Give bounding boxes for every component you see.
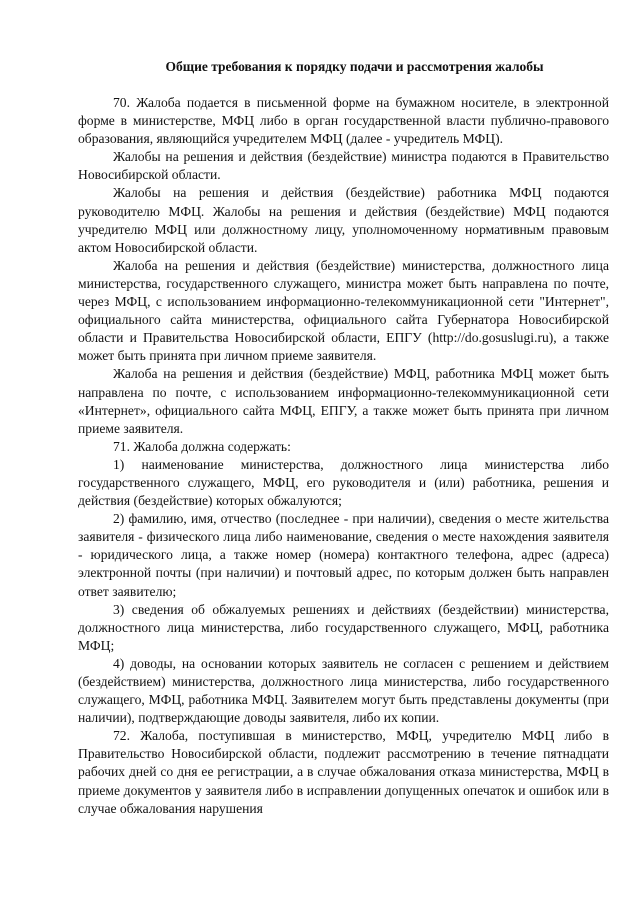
- list-item-3: 3) сведения об обжалуемых решениях и действиях (бездействии) министерства, должностного лица министерства, либо государственного служащего, МФЦ, работника МФЦ;: [78, 601, 609, 653]
- list-item-2: 2) фамилию, имя, отчество (последнее - при наличии), сведения о месте жительства заявителя - физического лица либо наименование, сведения о месте нахождения заявителя - юридического лица, а также номер (номера) контактного телефона, адрес (адреса) электронной почты (при наличии) и почтовый адрес, по которым должен быть направлен ответ заявителю;: [78, 511, 609, 599]
- paragraph-ministry-complaint-channels: Жалоба на решения и действия (бездействие) министерства, должностного лица министерства, государственного служащего, министра может быть направлена по почте, через МФЦ, с использованием информационно-телекоммуникационной сети "Интернет", официального сайта министерства, официального сайта Губернатора Новосибирской области и Правительства Новосибирской области, ЕПГУ (http://do.gosuslugi.ru), а также может быть принята при личном приеме заявителя.: [78, 257, 609, 364]
- paragraph-72: 72. Жалоба, поступившая в министерство, МФЦ, учредителю МФЦ либо в Правительство Новосибирской области, подлежит рассмотрению в течение пятнадцати рабочих дней со дня ее регистрации, а в случае обжалования отказа министерства, МФЦ в приеме документов у заявителя либо в исправлении допущенных опечаток и ошибок или в случае обжалования нарушения: [78, 728, 609, 816]
- paragraph-mfc-complaint-channels: Жалоба на решения и действия (бездействие) МФЦ, работника МФЦ может быть направлена по почте, с использованием информационно-телекоммуникационной сети «Интернет», официального сайта МФЦ, ЕПГУ, а также может быть принята при личном приеме заявителя.: [78, 366, 609, 436]
- paragraph-minister-complaints: Жалобы на решения и действия (бездействие) министра подаются в Правительство Новосибирской области.: [78, 149, 609, 183]
- document-page: [78, 58, 609, 818]
- list-item-4: 4) доводы, на основании которых заявитель не согласен с решением и действием (бездействием) министерства, должностного лица министерства, либо государственного служащего, МФЦ, работника МФЦ. Заявителем могут быть представлены документы (при наличии), подтверждающие доводы заявителя, либо их копии.: [78, 655, 609, 726]
- paragraph-70: 70. Жалоба подается в письменной форме на бумажном носителе, в электронной форме в министерстве, МФЦ либо в орган государственной власти публично-правового образования, являющийся учредителем МФЦ (далее - учредитель МФЦ).: [78, 95, 609, 147]
- paragraph-mfc-employee-complaints: Жалобы на решения и действия (бездействие) работника МФЦ подаются руководителю МФЦ. Жалобы на решения и действия (бездействие) МФЦ подаются учредителю МФЦ или должностному лицу, уполномоченному нормативным правовым актом Новосибирской области.: [78, 185, 609, 255]
- paragraph-71: 71. Жалоба должна содержать:: [113, 438, 291, 454]
- section-heading: Общие требования к порядку подачи и рассмотрения жалобы: [165, 59, 544, 74]
- list-item-1: 1) наименование министерства, должностного лица министерства либо государственного служащего, МФЦ, его руководителя и (или) работника, решения и действия (бездействие) которых обжалуются;: [78, 456, 609, 509]
